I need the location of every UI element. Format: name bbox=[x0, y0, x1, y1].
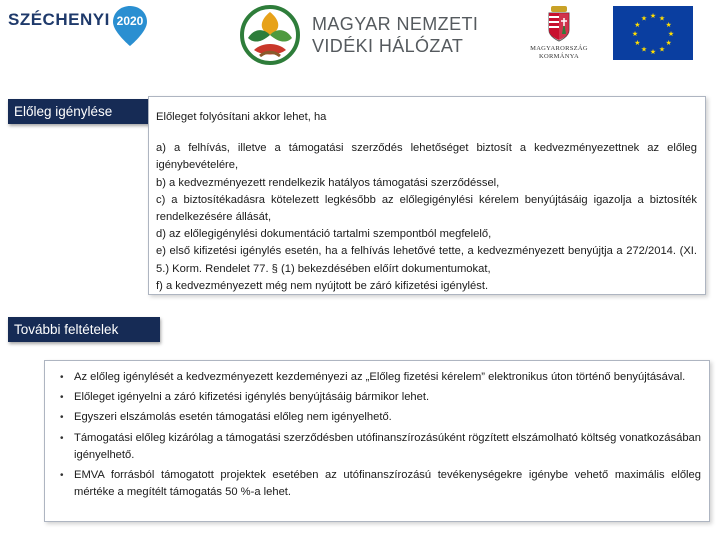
mnvh-line2: VIDÉKI HÁLÓZAT bbox=[312, 36, 464, 56]
kormany-logo bbox=[516, 4, 602, 64]
advance-section-label: Előleg igénylése bbox=[8, 99, 152, 124]
advance-condition-f: f) a kedvezményezett még nem nyújtott be záró kifizetési igénylést. bbox=[156, 279, 489, 292]
mnvh-line1: MAGYAR NEMZETI bbox=[312, 14, 479, 34]
advance-intro: Előleget folyósítani akkor lehet, ha bbox=[156, 111, 327, 123]
more-conditions-box bbox=[44, 360, 710, 522]
advance-condition-c: c) a biztosítékadásra kötelezett legkésőbb az előlegigénylési kérelem benyújtásáig igazolja a biztosíték rendelkezésére állását, bbox=[156, 193, 697, 224]
bullet-icon: • bbox=[60, 432, 64, 444]
bullet-icon: • bbox=[60, 412, 64, 424]
szechenyi-2020-logo bbox=[8, 4, 148, 46]
advance-condition-d: d) az előlegigénylési dokumentáció tartalmi szempontból megfelelő, bbox=[156, 228, 492, 241]
svg-text:★: ★ bbox=[667, 30, 675, 38]
more-conditions-label: További feltételek bbox=[8, 317, 160, 342]
szechenyi-year: 2020 bbox=[116, 14, 144, 28]
bullet-icon: • bbox=[60, 372, 64, 383]
svg-text:★: ★ bbox=[658, 45, 666, 54]
svg-text:★: ★ bbox=[649, 48, 657, 56]
bullet-icon: • bbox=[60, 392, 64, 404]
more-condition-text: EMVA forrásból támogatott projektek esetében az utófinanszírozású tevékenységekre igénybe vehető maximális előleg mértéke a megítélt támogatás 50 %-a lehet. bbox=[74, 469, 701, 499]
svg-text:★: ★ bbox=[640, 45, 648, 54]
svg-text:★: ★ bbox=[631, 30, 639, 38]
svg-text:★: ★ bbox=[658, 14, 666, 23]
szechenyi-logo-text: SZÉCHENYI bbox=[8, 10, 110, 29]
more-condition-text: Előleget igényelni a záró kifizetési igénylés benyújtásáig bármikor lehet. bbox=[74, 391, 430, 404]
advance-condition-b: b) a kedvezményezett rendelkezik hatályos támogatási szerződéssel, bbox=[156, 176, 500, 189]
more-condition-text: Támogatási előleg kizárólag a támogatási szerződésben utófinanszírozásúként rögzített elszámolható költség vonatkozásában igényelhető. bbox=[74, 431, 701, 461]
more-conditions-list bbox=[59, 369, 701, 501]
list-item bbox=[60, 409, 701, 426]
svg-text:★: ★ bbox=[640, 14, 648, 23]
mnvh-emblem-icon bbox=[238, 4, 302, 66]
list-item bbox=[60, 430, 701, 464]
list-item bbox=[60, 389, 701, 406]
more-condition-text: Az előleg igénylését a kedvezményezett kezdeményezi az „Előleg fizetési kérelem” elektronikus úton történő benyújtásával. bbox=[74, 371, 686, 383]
more-condition-text: Egyszeri elszámolás esetén támogatási előleg nem igényelhető. bbox=[74, 411, 392, 424]
svg-text:★: ★ bbox=[665, 39, 672, 47]
list-item bbox=[60, 467, 701, 501]
svg-text:★: ★ bbox=[634, 39, 641, 47]
coat-of-arms-icon bbox=[516, 4, 602, 44]
advance-conditions-box bbox=[148, 96, 706, 295]
kormany-line1: MAGYARORSZÁG bbox=[530, 45, 588, 52]
advance-condition-a: a) a felhívás, illetve a támogatási szerződés lehetőséget biztosít a kedvezményezettnek az előleg igénybevételére, bbox=[156, 142, 697, 172]
bullet-icon: • bbox=[60, 470, 64, 482]
advance-condition-e: e) első kifizetési igénylés esetén, ha a felhívás lehetővé tette, a kedvezményezett benyújtja a 272/2014. (XI. 5.) Korm. Rendelet 77. § (1) bekezdésében előírt dokumentumokat, bbox=[156, 245, 697, 275]
eu-flag-icon bbox=[613, 6, 693, 60]
mnvh-logo bbox=[238, 4, 488, 66]
kormany-line2: KORMÁNYA bbox=[539, 53, 579, 60]
list-item bbox=[60, 369, 701, 386]
svg-text:★: ★ bbox=[634, 21, 641, 29]
svg-text:★: ★ bbox=[665, 21, 672, 29]
pin-icon bbox=[110, 4, 150, 44]
svg-text:★: ★ bbox=[649, 12, 657, 20]
